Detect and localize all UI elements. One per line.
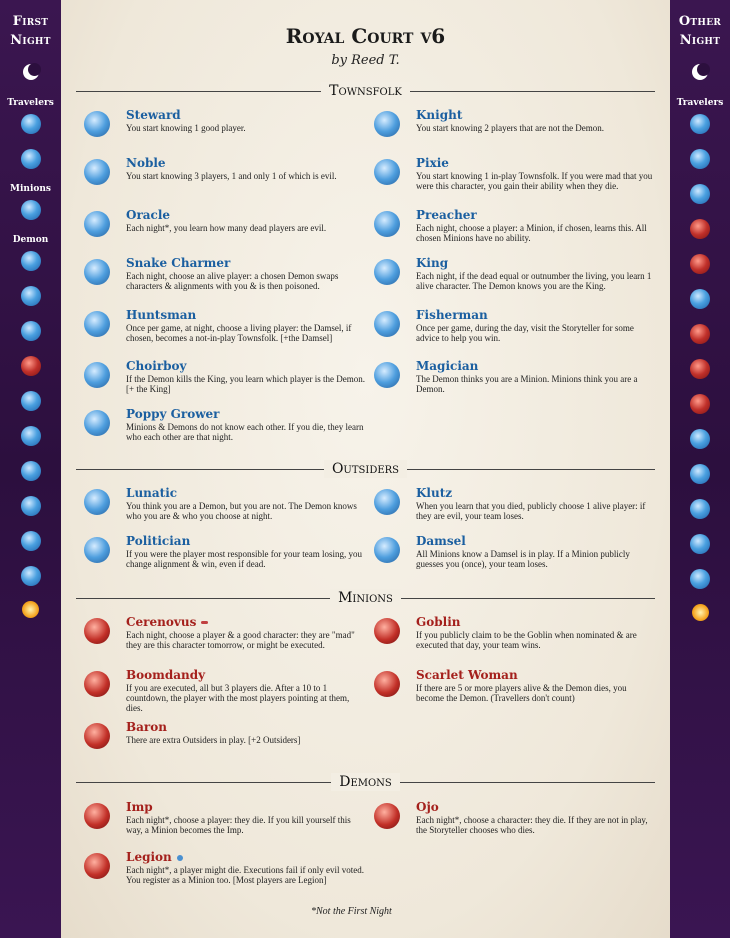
role-fisherman[interactable] <box>366 308 656 352</box>
knight-night-icon[interactable] <box>21 531 41 551</box>
script-author: by Reed T. <box>331 53 400 68</box>
other-night-travelers-label: Travelers <box>676 98 724 108</box>
fisherman-icon <box>374 311 400 337</box>
role-ability: You start knowing 3 players, 1 and only 1 of which is evil. <box>126 171 337 181</box>
other-night-sidebar <box>670 0 730 938</box>
role-name: Steward <box>126 108 181 122</box>
king-night-icon[interactable] <box>21 251 41 271</box>
demons-section-header: Demons <box>76 773 655 793</box>
role-king[interactable] <box>366 256 656 300</box>
magician-icon <box>374 362 400 388</box>
role-name: Politician <box>126 534 191 548</box>
dawn-icon <box>22 601 39 618</box>
role-cerenovus[interactable] <box>76 615 366 659</box>
role-preacher[interactable] <box>366 208 656 252</box>
preacher-other-night-icon[interactable] <box>690 149 710 169</box>
role-snake-charmer[interactable] <box>76 256 366 300</box>
role-name: Poppy Grower <box>126 407 220 421</box>
role-ability: Minions & Demons do not know each other. If you die, they learn who each other are that night. <box>126 422 364 442</box>
other-night-heading: Other Night <box>678 14 722 48</box>
role-damsel[interactable] <box>366 534 656 578</box>
role-ability: If you were the player most responsible for your team losing, you change alignment & win, even if dead. <box>126 549 362 569</box>
poppy-grower-icon <box>84 410 110 436</box>
huntsman-icon <box>84 311 110 337</box>
role-ability: You start knowing 1 good player. <box>126 123 246 133</box>
cerenovus-night-icon[interactable] <box>21 356 41 376</box>
role-name: Goblin <box>416 615 461 629</box>
role-baron[interactable] <box>76 720 366 764</box>
role-name: Lunatic <box>126 486 178 500</box>
role-ability: You start knowing 1 in-play Townsfolk. If you were mad that you were this character, you gain their ability when they die. <box>416 171 653 191</box>
role-name: Scarlet Woman <box>416 668 518 682</box>
scarlet-woman-icon <box>374 671 400 697</box>
role-name: Cerenovus <box>126 615 208 629</box>
role-ability: Each night*, you learn how many dead players are evil. <box>126 223 327 233</box>
role-magician[interactable] <box>366 359 656 403</box>
steward-icon <box>84 111 110 137</box>
role-name: Huntsman <box>126 308 197 322</box>
noble-icon <box>84 159 110 185</box>
role-ability: Once per game, at night, choose a living player: the Damsel, if chosen, becomes a not-in-play Townsfolk. [+the Damsel] <box>126 323 352 343</box>
role-name: Ojo <box>416 800 439 814</box>
oracle-other-night-icon[interactable] <box>690 534 710 554</box>
baron-icon <box>84 723 110 749</box>
role-oracle[interactable] <box>76 208 366 252</box>
huntsman-night-icon[interactable] <box>21 426 41 446</box>
role-ojo[interactable] <box>366 800 656 844</box>
jinx-icon <box>201 621 208 624</box>
damsel-night-icon[interactable] <box>21 461 41 481</box>
politician-icon <box>84 537 110 563</box>
role-ability: Each night, choose an alive player: a chosen Demon swaps characters & alignments with you & is then poisoned. <box>126 271 339 291</box>
role-knight[interactable] <box>366 108 656 152</box>
role-steward[interactable] <box>76 108 366 152</box>
choirboy-other-night-icon[interactable] <box>690 114 710 134</box>
role-ability: Each night*, choose a player: they die. If you kill yourself this way, a Minion becomes the Imp. <box>126 815 351 835</box>
steward-night-icon[interactable] <box>21 496 41 516</box>
townsfolk-section-header: Townsfolk <box>76 82 655 102</box>
pixie-night-icon[interactable] <box>21 391 41 411</box>
role-scarlet-woman[interactable] <box>366 668 656 712</box>
footnote: *Not the First Night <box>311 906 392 917</box>
role-imp[interactable] <box>76 800 366 844</box>
role-name: Klutz <box>416 486 453 500</box>
lunatic-icon <box>84 489 110 515</box>
lunatic-other-night-icon[interactable] <box>690 289 710 309</box>
role-name: Choirboy <box>126 359 187 373</box>
cerenovus-other-night-icon[interactable] <box>690 219 710 239</box>
legion-other-night-icon[interactable] <box>690 324 710 344</box>
preacher-night-icon[interactable] <box>21 286 41 306</box>
imp-icon <box>84 803 110 829</box>
legion-icon <box>84 853 110 879</box>
role-noble[interactable] <box>76 156 366 200</box>
role-ability: If there are 5 or more players alive & the Demon dies, you become the Demon. (Travellers don't count) <box>416 683 627 703</box>
damsel-icon <box>374 537 400 563</box>
first-night-heading: First Night <box>10 14 51 48</box>
role-ability: If you publicly claim to be the Goblin when nominated & are executed that day, your team wins. <box>416 630 637 650</box>
role-name: Damsel <box>416 534 466 548</box>
role-ability: Each night*, a player might die. Executions fail if only evil voted. You register as a Minion too. [Most players are Legion] <box>126 865 364 885</box>
role-name: Pixie <box>416 156 449 170</box>
jinx-icon <box>177 855 183 861</box>
role-name: Legion <box>126 850 183 864</box>
role-name: Imp <box>126 800 153 814</box>
role-ability: The Demon thinks you are a Minion. Minions think you are a Demon. <box>416 374 638 394</box>
outsiders-section-header: Outsiders <box>76 460 655 480</box>
role-lunatic[interactable] <box>76 486 366 530</box>
ojo-other-night-icon[interactable] <box>690 394 710 414</box>
moon-icon <box>23 64 39 80</box>
role-ability: Each night, choose a player & a good character: they are "mad" they are this character tomorrow, or might be executed. <box>126 630 355 650</box>
script-sheet <box>61 0 670 938</box>
snake-charmer-other-night-icon[interactable] <box>690 184 710 204</box>
role-name: Fisherman <box>416 308 488 322</box>
role-ability: Once per game, during the day, visit the Storyteller for some advice to help you win. <box>416 323 634 343</box>
knight-icon <box>374 111 400 137</box>
scarlet-woman-other-night-icon[interactable] <box>690 254 710 274</box>
damsel-other-night-icon[interactable] <box>690 499 710 519</box>
moon-icon <box>692 64 708 80</box>
role-ability: If the Demon kills the King, you learn which player is the Demon. [+ the King] <box>126 374 365 394</box>
role-poppy-grower[interactable] <box>76 407 366 451</box>
role-klutz[interactable] <box>366 486 656 530</box>
minions-section-header: Minions <box>76 589 655 609</box>
role-name: Knight <box>416 108 463 122</box>
role-huntsman[interactable] <box>76 308 366 352</box>
oracle-icon <box>84 211 110 237</box>
role-name: Boomdandy <box>126 668 206 682</box>
role-name: Baron <box>126 720 167 734</box>
role-ability: Each night*, choose a character: they die. If they are not in play, the Storyteller chooses who dies. <box>416 815 648 835</box>
snake-charmer-icon <box>84 259 110 285</box>
role-name: Magician <box>416 359 479 373</box>
script-title: Royal Court v6 <box>285 24 446 48</box>
king-other-night-icon[interactable] <box>690 569 710 589</box>
boomdandy-icon <box>84 671 110 697</box>
klutz-icon <box>374 489 400 515</box>
role-ability: If you are executed, all but 3 players die. After a 10 to 1 countdown, the player with the most players pointing at them, dies. <box>126 683 350 713</box>
role-legion[interactable] <box>76 850 366 894</box>
choirboy-icon <box>84 362 110 388</box>
ojo-icon <box>374 803 400 829</box>
role-pixie[interactable] <box>366 156 656 200</box>
role-ability: Each night, choose a player: a Minion, if chosen, learns this. All chosen Minions have no ability. <box>416 223 647 243</box>
role-ability: All Minions know a Damsel is in play. If a Minion publicly guesses you (once), your team loses. <box>416 549 630 569</box>
role-ability: Each night, if the dead equal or outnumber the living, you learn 1 alive character. The Demon knows you are the King. <box>416 271 652 291</box>
preacher-icon <box>374 211 400 237</box>
role-choirboy[interactable] <box>76 359 366 403</box>
goblin-icon <box>374 618 400 644</box>
noble-night-icon[interactable] <box>21 566 41 586</box>
first-night-sidebar <box>0 0 61 938</box>
role-goblin[interactable] <box>366 615 656 659</box>
role-name: Noble <box>126 156 166 170</box>
role-name: Snake Charmer <box>126 256 231 270</box>
role-name: Oracle <box>126 208 171 222</box>
imp-other-night-icon[interactable] <box>690 359 710 379</box>
role-ability: When you learn that you died, publicly choose 1 alive player: if they are evil, your team loses. <box>416 501 646 521</box>
huntsman-other-night-icon[interactable] <box>690 464 710 484</box>
choirboy-night-icon[interactable] <box>21 114 41 134</box>
role-boomdandy[interactable] <box>76 668 366 712</box>
role-name: King <box>416 256 449 270</box>
role-name: Preacher <box>416 208 477 222</box>
pixie-other-night-icon[interactable] <box>690 429 710 449</box>
pixie-icon <box>374 159 400 185</box>
first-night-demon-label: Demon <box>12 235 49 245</box>
role-politician[interactable] <box>76 534 366 578</box>
role-ability: You start knowing 2 players that are not the Demon. <box>416 123 605 133</box>
first-night-minions-label: Minions <box>10 184 51 194</box>
role-ability: There are extra Outsiders in play. [+2 Outsiders] <box>126 735 301 745</box>
role-ability: You think you are a Demon, but you are not. The Demon knows who you are & who you choose at night. <box>126 501 357 521</box>
snake-charmer-night-icon[interactable] <box>21 149 41 169</box>
king-icon <box>374 259 400 285</box>
first-night-travelers-label: Travelers <box>7 98 54 108</box>
snake-charmer-night-icon-2[interactable] <box>21 321 41 341</box>
cerenovus-icon <box>84 618 110 644</box>
dawn-icon <box>692 604 709 621</box>
lunatic-night-icon[interactable] <box>21 200 41 220</box>
